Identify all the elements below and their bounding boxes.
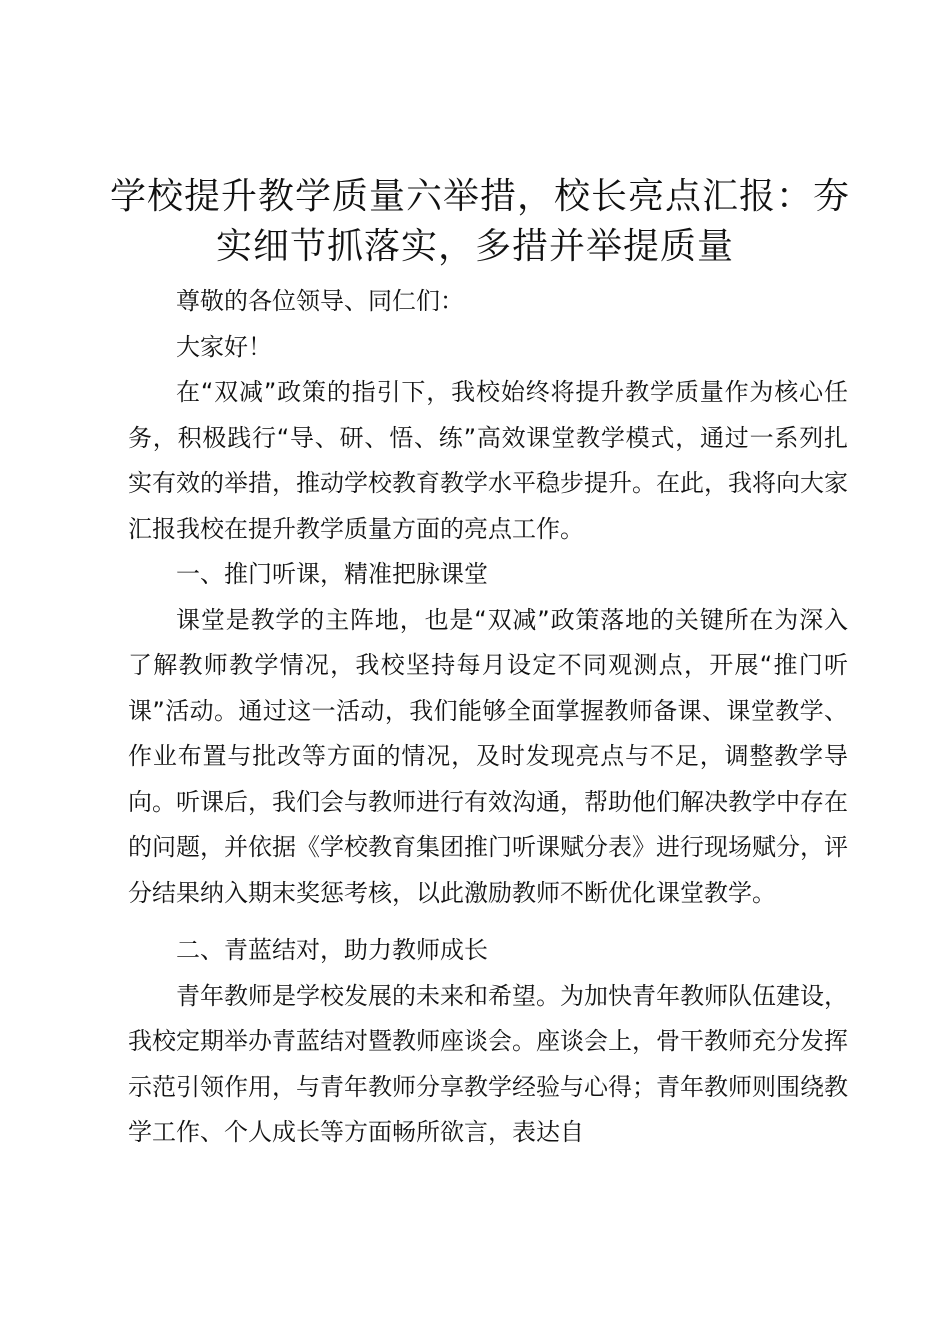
intro-paragraph: 在“双减”政策的指引下，我校始终将提升教学质量作为核心任务，积极践行“导、研、悟、练”高效课堂教学模式，通过一系列扎实有效的举措，推动学校教育教学水平稳步提升。在此，我将向大家汇报我校在提升教学质量方面的亮点工作。	[128, 378, 848, 543]
document-body	[128, 279, 848, 1156]
title-line-1: 学校提升教学质量六举措，校长亮点汇报：夯	[110, 176, 851, 217]
section-2-heading: 二、青蓝结对，助力教师成长	[176, 936, 488, 964]
section-1-heading: 一、推门听课，精准把脉课堂	[176, 560, 488, 588]
section-1-paragraph: 课堂是教学的主阵地，也是“双减”政策落地的关键所在为深入了解教师教学情况，我校坚持每月设定不同观测点，开展“推门听课”活动。通过这一活动，我们能够全面掌握教师备课、课堂教学、作业布置与批改等方面的情况，及时发现亮点与不足，调整教学导向。听课后，我们会与教师进行有效沟通，帮助他们解决教学中存在的问题，并依据《学校教育集团推门听课赋分表》进行现场赋分，评分结果纳入期末奖惩考核，以此激励教师不断优化课堂教学。	[128, 605, 848, 907]
title-line-2: 实细节抓落实，多措并举提质量	[215, 226, 734, 267]
document-title	[110, 172, 851, 272]
greeting: 大家好！	[176, 332, 272, 361]
salutation: 尊敬的各位领导、同仁们：	[176, 287, 464, 315]
paragraph-spacer	[128, 916, 848, 928]
section-2-paragraph: 青年教师是学校发展的未来和希望。为加快青年教师队伍建设，我校定期举办青蓝结对暨教师座谈会。座谈会上，骨干教师充分发挥示范引领作用，与青年教师分享教学经验与心得；青年教师则围绕教学工作、个人成长等方面畅所欲言，表达自	[128, 981, 848, 1146]
